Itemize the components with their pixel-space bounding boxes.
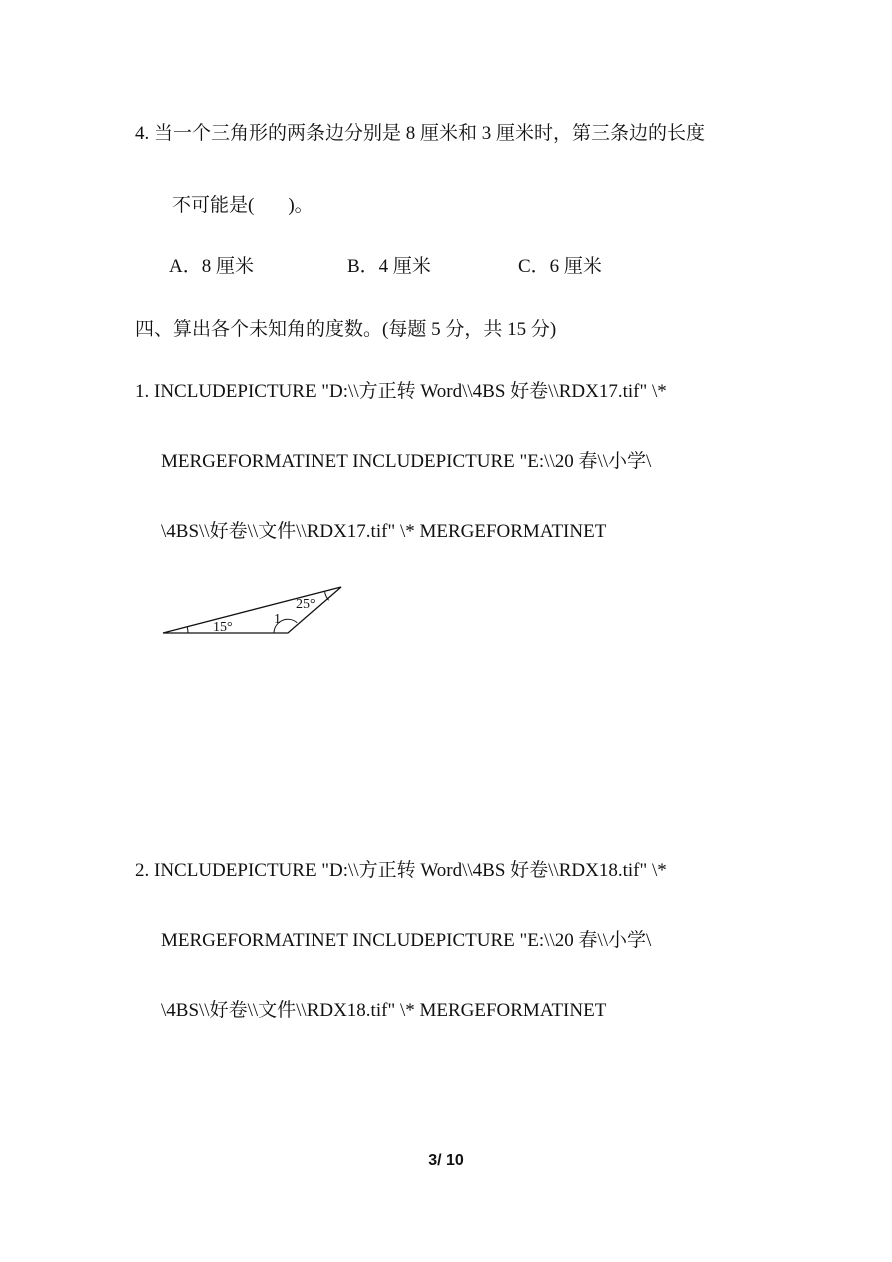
q4-text-line2 [172,194,314,218]
q4-text-prefix: 不可能是( [172,195,255,216]
section-heading: 四、算出各个未知角的度数。(每题 5 分，共 15 分) [135,319,557,340]
item2-line3: \4BS\\好卷\\文件\\RDX18.tif" \* MERGEFORMATINET [161,1000,607,1021]
angle-label-15: 15° [213,620,233,635]
item1-line2: MERGEFORMATINET INCLUDEPICTURE "E:\\20 春\\小学\ [161,451,652,472]
item1-line1: 1. INCLUDEPICTURE "D:\\方正转 Word\\4BS 好卷\\RDX17.tif" \* [135,381,667,402]
item1-line3: \4BS\\好卷\\文件\\RDX17.tif" \* MERGEFORMATINET [161,521,607,542]
q4-option-b: B．4 厘米 [347,256,431,277]
q4-option-c: C．6 厘米 [518,256,602,277]
item2-line1: 2. INCLUDEPICTURE "D:\\方正转 Word\\4BS 好卷\\RDX18.tif" \* [135,860,667,881]
angle-label-25: 25° [296,597,316,612]
item2-line2: MERGEFORMATINET INCLUDEPICTURE "E:\\20 春\\小学\ [161,930,652,951]
q4-text-line1: 4. 当一个三角形的两条边分别是 8 厘米和 3 厘米时，第三条边的长度 [135,123,706,144]
triangle-figure [160,582,360,642]
angle-arc-15 [187,627,188,633]
q4-text-suffix: )。 [288,195,314,216]
angle-label-1: 1 [274,612,281,627]
q4-option-a: A．8 厘米 [169,256,254,277]
page-number: 3/ 10 [428,1152,464,1169]
